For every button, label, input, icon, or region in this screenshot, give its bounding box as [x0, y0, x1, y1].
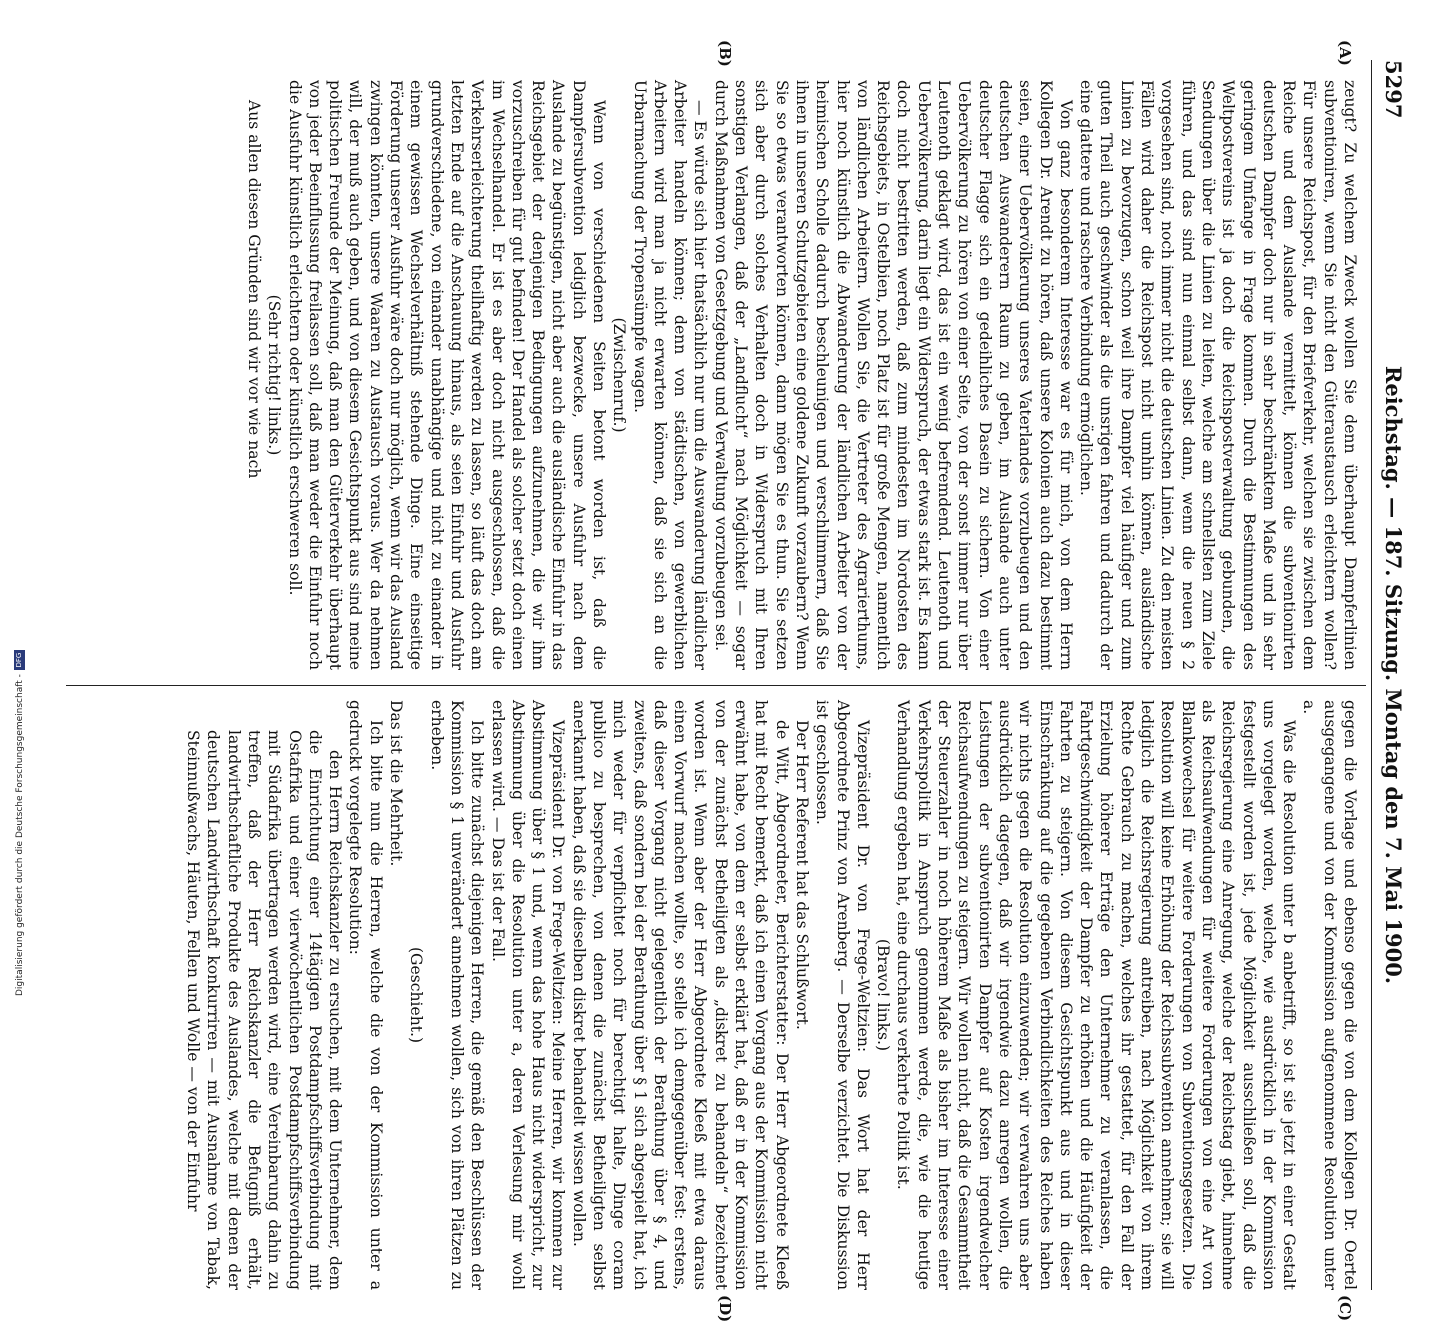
marker-a: (A) [1336, 40, 1354, 66]
header-rule [1371, 60, 1372, 1290]
paragraph: Von ganz besonderem Interesse war es für mich, von dem Herrn Kollegen Dr. Arendt zu hören, daß unsere Kolonien auch dazu bestimmt seien, einer Uebervölkerung unseres Vaterlandes vorzubeugen und den deutschen Auswanderern Raum zu geben, im Auslande auch unter deutscher Flagge sich ein gedeihliches Dasein zu sichern. Von einer Uebervölkerung zu hören von einer Seite, von der sonst immer nur über Leutenoth geklagt wird, das ist ein wenig befremdend. Leutenoth und Uebervölkerung, darin liegt ein Widerspruch, der etwas stark ist. Es kann doch nicht bestritten werden, daß zum mindesten im Nordosten des Reichsgebiets, in Ostelbien, noch Platz ist für große Mengen, namentlich von ländlichen Arbeitern. Wollen Sie, die Vertreter des Agrarierthums, hier noch künstlich die Abwanderung der ländlichen Arbeiter von der heimischen Scholle dadurch beschleunigen und verschlimmern, daß Sie ihnen in unseren Schutzgebieten eine goldene Zukunft vorzaubern? Wenn Sie so etwas verantworten können, dann mögen Sie es thun. Sie setzen sich aber durch solches Verhalten doch in Widerspruch mit Ihren sonstigen Verlangen, daß der „Landflucht“ nach Möglichkeit — sogar durch Maßnahmen von Gesetzgebung und Verwaltung vorzubeugen sei. [711, 80, 1075, 670]
interjection: (Bravo! links.) [874, 938, 893, 1052]
right-column [183, 700, 1360, 1290]
paragraph: — Es würde sich hier thatsächlich nur um die Auswanderung ländlicher Arbeiter handeln können; denn von städtischen, von gewerblichen Arbeitern wird man ja nicht erwarten können, daß sie sich an die Urbarmachung der Tropensümpfe wagen. [630, 80, 710, 670]
running-title: Reichstag. — 187. Sitzung. Montag den 7. Mai 1900. [1381, 365, 1406, 985]
paragraph: Der Herr Referent hat das Schlußwort. [792, 720, 811, 1030]
side-credit [0, 600, 25, 1000]
interjection: (Zwischenruf.) [610, 317, 629, 433]
credit-text: Digitalisierung gefördert durch die Deutsche Forschungsgemeinschaft - [15, 674, 25, 996]
paragraph: Wenn von verschiedenen Seiten betont worden ist, daß die Dampfersubvention lediglich bezwecke, unsere Ausfuhr nach dem Auslande zu begünstigen, nicht aber auch die ausländische Einfuhr in das Reichsgebiet der denjenigen Bedingungen aufzunehmen, die wir ihm vorzuschreiben für gut befinden! Der Handel als solcher setzt doch einen im Wechselhandel. Er ist es aber doch nicht ausgeschlossen, daß die Verkehrserleichterung theilhaftig werden zu lassen, so läuft das doch am letzten Ende auf die Anschauung hinaus, als seien Einfuhr und Ausfuhr grundverschiedene, von einander unabhängige und nicht zu einander in einem gewissen Wechselverhältniß stehende Dinge. Eine einseitige Förderung unserer Ausfuhr wäre doch nur möglich, wenn wir das Ausland zwingen könnten, unsere Waaren zu Austausch voraus. Wer da nehmen will, der muß auch geben, und von diesem Gesichtspunkt aus sind meine politischen Freunde der Meinung, daß man den Güterverkehr überhaupt von jeder Beeinflussung freilassen soll, daß man weder die Einfuhr noch die Ausfuhr künstlich erleichtern oder künstlich erschweren soll. [285, 80, 609, 670]
paragraph: Was die Resolution unter b anbetrifft, so ist sie jetzt in einer Gestalt uns vorgelegt worden, welche, wie ausdrücklich in der Kommission festgestellt worden ist, jede Möglichkeit ausschließen soll, daß die Reichsregierung eine Anregung, welche der Reichstag giebt, hinnehme als Reichsaufwendungen für weitere Forderungen von eine Art von Blankowechsel für weitere Forderungen von Subventionsgesetzen. Die Resolution will keine Erhöhung der Reichssubvention annehmen; sie will lediglich die Reichsregierung antreiben, nach Möglichkeit von ihrem Rechte Gebrauch zu machen, welches ihr gestattet, für den Fall der Erzielung höherer Erträge den Unternehmer zu veranlassen, die Fahrtgeschwindigkeit der Dampfer zu erhöhen und die Häufigkeit der Fahrten zu steigern. Von diesem Gesichtspunkt aus und in dieser Einschränkung auf die gegebenen Verbindlichkeiten des Reiches haben wir nichts gegen die Resolution einzuwenden; wir verwahren uns aber ausdrücklich dagegen, daß wir irgendwie dazu anregen wollen, die Leistungen der subventionirten Dampfer auf Kosten irgendwelcher Reichsaufwendungen zu steigern. Wir wollen nicht, daß die Gesammtheit der Steuerzahler in noch höherem Maße als bisher im Interesse einer Verkehrspolitik in Anspruch genommen werde, die, wie die heutige Verhandlung ergeben hat, eine durchaus verkehrte Politik ist. [894, 700, 1299, 1290]
marker-d: (D) [716, 1295, 734, 1322]
marker-c: (C) [1336, 1295, 1354, 1322]
column-divider [66, 685, 1366, 686]
paragraph: Das ist die Mehrheit. [387, 700, 406, 867]
left-column [244, 80, 1360, 670]
interjection: (Geschieht.) [407, 946, 426, 1044]
paragraph: Vizepräsident Dr. von Frege-Weltzien: Das Wort hat der Herr Abgeordnete Prinz von Arenberg. — Derselbe verzichtet. Die Diskussion ist geschlossen. [813, 700, 872, 1290]
page-header [1376, 60, 1406, 1290]
paragraph: Ich bitte nun die Herren, welche die von der Kommission unter a gedruckt vorgelegte Resolution: [346, 700, 385, 1290]
paragraph: de Witt, Abgeordneter, Berichterstatter: Der Herr Abgeordnete Kleeß hat mit Recht bemerkt, daß ich einen Vorgang aus der Kommission nicht erwähnt habe, von dem er selbst erklärt hat, daß er in der Kommission von der zunächst Betheiligten als „diskret zu behandeln“ bezeichnet worden ist. Wenn aber der Herr Abgeordnete Kleeß mit etwa daraus einen Vorwurf machen wollte, so stelle ich demgegenüber fest: erstens, daß dieser Vorgang nicht gelegentlich der Berathung über § 4, und zweitens, daß sondern bei der Berathung über § 1 sich abgespielt hat, ich mich weder für verpflichtet noch für berechtigt halte, Dinge coram publico zu besprechen, von denen die zunächst Betheiligten selbst anerkannt haben, daß sie dieselben diskret behandelt wissen wollen. [569, 700, 791, 1290]
dfg-logo: DFG [14, 650, 25, 670]
interjection: (Sehr richtig! links.) [265, 294, 284, 456]
marker-b: (B) [716, 40, 734, 67]
paragraph: gegen die Vorlage und ebenso gegen die von dem Kollegen Dr. Oertel ausgegangene und von der Kommission aufgenommene Resolution unter a. [1300, 700, 1359, 1290]
paragraph: zeugt? Zu welchem Zweck wollen Sie denn überhaupt Dampferlinien subventioniren, wenn Sie nicht den Güteraustausch erleichtern wollen? Für unsere Reichspost, für den Briefverkehr, welchen sie zwischen dem Reiche und dem Auslande vermittelt, können die subventionirten deutschen Dampfer doch nur in sehr beschränktem Maße und in sehr geringem Umfange in Frage kommen. Durch die Bestimmungen des Weltpostvereins ist ja doch die Reichspostverwaltung gebunden, die Sendungen über die Linien zu leiten, welche am schnellsten zum Ziele führen, und das sind nun einmal selbst dann, wenn die neuen § 2 vorgesehen sind, noch immer nicht die deutschen Linien. Zu den meisten Fällen wird daher die Reichspost nicht umhin können, ausländische Linien zu bevorzugen, schon weil ihre Dampfer viel häufiger und zum guten Theil auch geschwinder als die unsrigen fahren und dadurch der eine glattere und raschere Verbindung ermöglichen. [1077, 80, 1359, 670]
page-number: 5297 [1381, 60, 1406, 119]
paragraph: Aus allen diesen Gründen sind wir vor wie nach [244, 100, 263, 479]
paragraph: Ich bitte zunächst diejenigen Herren, die gemäß den Beschlüssen der Kommission § 1 unverändert annehmen wollen, sich von ihren Plätzen zu erheben. [427, 700, 487, 1290]
quoted-resolution: den Herrn Reichskanzler zu ersuchen, mit dem Unternehmer, dem die Einrichtung einer 14tägigen Postdampfschiffsverbindung mit Ostafrika und einer vierwöchentlichen Postdampfschiffsverbindung mit Südafrika übertragen werden wird, eine Vereinbarung dahin zu treffen, daß der Herr Reichskanzler die Befugniß erhält, landwirthschaftliche Produkte des Auslandes, welche mit denen der deutschen Landwirthschaft konkurriren — mit Ausnahme von Tabak, Steinnußwachs, Häuten, Fellen und Wolle — von der Einfuhr [184, 730, 345, 1290]
paragraph: Vizepräsident Dr. von Frege-Weltzien: Meine Herren, wir kommen zur Abstimmung über § 1 und, wenn das hohe Haus nicht widerspricht, zur Abstimmung über die Resolution unter a, deren Verlesung mir wohl erlassen wird. — Das ist der Fall. [488, 700, 568, 1290]
